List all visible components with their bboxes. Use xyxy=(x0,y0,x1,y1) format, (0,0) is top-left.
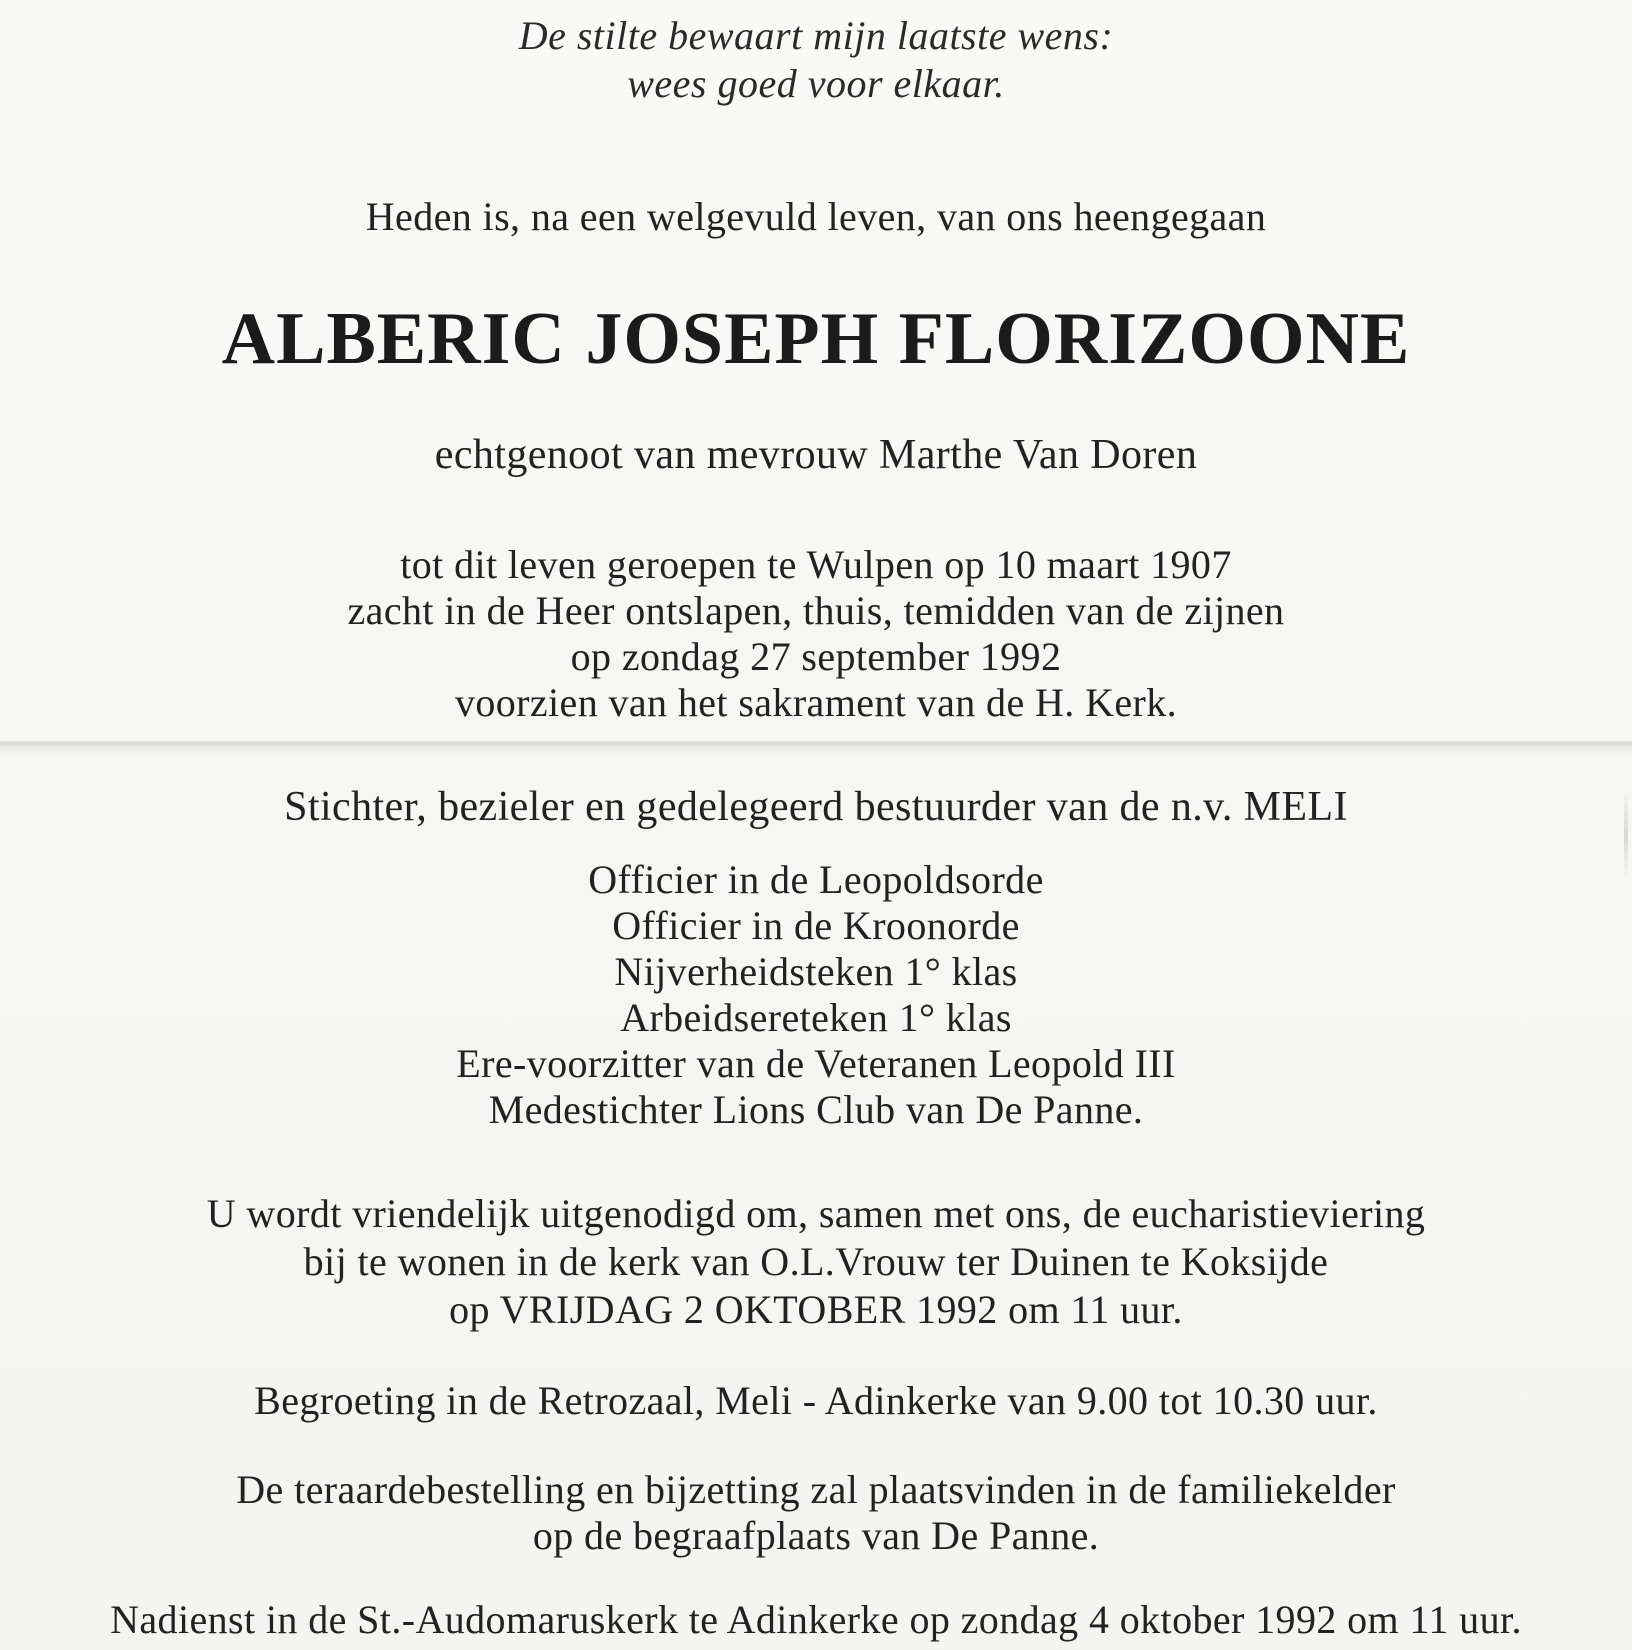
spouse-text: echtgenoot van mevrouw Marthe Van Doren xyxy=(434,432,1198,478)
mass-invitation-line-2: bij te wonen in de kerk van O.L.Vrouw ter Duinen te Koksijde xyxy=(303,1239,1329,1284)
birth-text: tot dit leven geroepen te Wulpen op 10 maart 1907 xyxy=(400,542,1232,587)
sacrament-text: voorzien van het sakrament van de H. Kerk. xyxy=(454,680,1178,725)
honour-item: Officier in de Leopoldsorde xyxy=(588,857,1044,902)
fold-shadow xyxy=(0,747,1632,757)
death-text: zacht in de Heer ontslapen, thuis, temidden van de zijnen xyxy=(347,588,1285,633)
quote-line-2: wees goed voor elkaar. xyxy=(627,61,1005,106)
intro-text: Heden is, na een welgevuld leven, van ons heengegaan xyxy=(365,194,1267,239)
quote-line-1: De stilte bewaart mijn laatste wens: xyxy=(518,13,1114,58)
mass-date-text: op VRIJDAG 2 OKTOBER 1992 om 11 uur. xyxy=(449,1287,1183,1332)
honour-item: Officier in de Kroonorde xyxy=(612,903,1020,948)
afterservice-text: Nadienst in de St.-Audomaruskerk te Adinkerke op zondag 4 oktober 1992 om 11 uur. xyxy=(110,1597,1522,1642)
honour-item: Arbeidsereteken 1° klas xyxy=(620,995,1012,1040)
deceased-name: ALBERIC JOSEPH FLORIZOONE xyxy=(221,298,1411,380)
burial-line-2: op de begraafplaats van De Panne. xyxy=(532,1513,1100,1558)
honour-item: Medestichter Lions Club van De Panne. xyxy=(488,1087,1144,1132)
burial-line-1: De teraardebestelling en bijzetting zal plaatsvinden in de familiekelder xyxy=(236,1467,1396,1512)
honour-item: Ere-voorzitter van de Veteranen Leopold III xyxy=(456,1041,1176,1086)
mass-invitation-line-1: U wordt vriendelijk uitgenodigd om, samen met ons, de eucharistieviering xyxy=(206,1191,1426,1236)
greeting-text: Begroeting in de Retrozaal, Meli - Adinkerke van 9.00 tot 10.30 uur. xyxy=(254,1378,1378,1423)
death-date-text: op zondag 27 september 1992 xyxy=(570,634,1062,679)
founder-text: Stichter, bezieler en gedelegeerd bestuurder van de n.v. MELI xyxy=(284,784,1348,830)
honour-item: Nijverheidsteken 1° klas xyxy=(614,949,1018,994)
